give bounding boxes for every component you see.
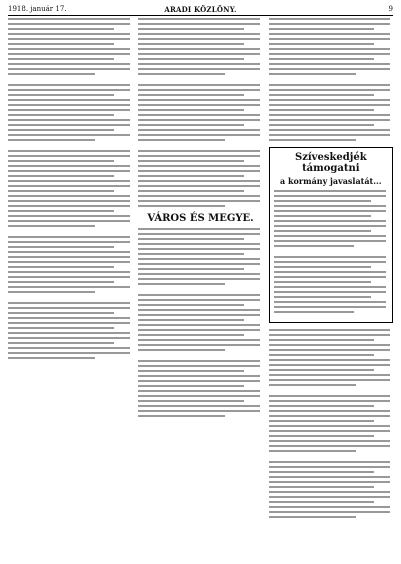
issue-date: 1918. január 17. [8,5,67,13]
text-block [269,329,393,518]
text-block [269,18,393,141]
publication-title: ARADI KÖZLÖNY. [164,4,237,14]
page-number: 9 [388,5,393,13]
page-header [8,4,393,14]
text-block [138,228,262,417]
text-block [138,18,262,207]
column-right [269,18,393,558]
columns [8,18,393,558]
column-middle [138,18,262,558]
text-block [8,18,132,359]
box-subtitle: a kormány javaslatát... [280,176,382,186]
boxed-announcement [269,147,393,323]
column-left [8,18,132,558]
section-title: VÁROS ÉS MEGYE. [147,213,254,224]
header-rule [8,15,393,16]
box-title: Szíveskedjék támogatni [294,152,367,174]
